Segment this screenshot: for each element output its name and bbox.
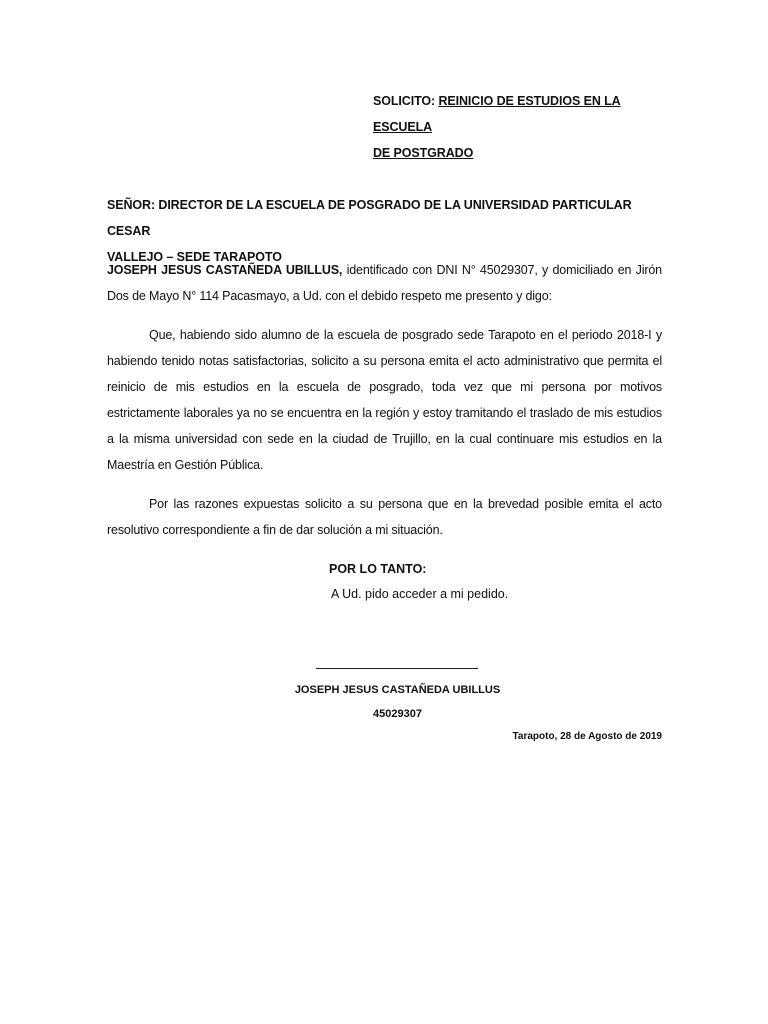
addressee-line-1: SEÑOR: DIRECTOR DE LA ESCUELA DE POSGRADO DE LA UNIVERSIDAD PARTICULAR CESAR bbox=[107, 198, 632, 238]
subject-label: SOLICITO: bbox=[373, 94, 439, 108]
place-and-date: Tarapoto, 28 de Agosto de 2019 bbox=[512, 731, 662, 742]
por-lo-tanto-heading: POR LO TANTO: bbox=[329, 562, 427, 576]
subject-text-2: DE POSTGRADO bbox=[373, 146, 474, 160]
addressee-line-2: VALLEJO – SEDE TARAPOTO bbox=[107, 250, 282, 264]
body-paragraph-1: Que, habiendo sido alumno de la escuela de posgrado sede Tarapoto en el periodo 2018-I y habiendo tenido notas satisfactorias, solicito a su persona emita el acto administrativo que permita el reinicio de mis estudios en la escuela de posgrado, toda vez que mi persona por motivos estrictamente laborales ya no se encuentra en la región y estoy tramitando el traslado de mis estudios a la misma universidad con sede en la ciudad de Trujillo, en la cual continuare mis estudios en la Maestría en Gestión Pública. bbox=[107, 328, 662, 472]
subject-line-1 bbox=[373, 88, 673, 140]
body-paragraph-2: Por las razones expuestas solicito a su persona que en la brevedad posible emita el acto resolutivo correspondiente a fin de dar solución a mi situación. bbox=[107, 497, 662, 537]
subject-text-1: REINICIO DE ESTUDIOS EN LA ESCUELA bbox=[373, 94, 621, 134]
signature-line bbox=[316, 668, 478, 669]
applicant-name: JOSEPH JESUS CASTAÑEDA UBILLUS, bbox=[107, 263, 343, 277]
intro-paragraph bbox=[107, 257, 662, 309]
signer-name: JOSEPH JESUS CASTAÑEDA UBILLUS bbox=[294, 684, 501, 696]
request-closing: A Ud. pido acceder a mi pedido. bbox=[331, 587, 509, 601]
intro-text: identificado con DNI N° 45029307, y domiciliado en Jirón Dos de Mayo N° 114 Pacasmayo, a Ud. con el debido respeto me presento y digo: bbox=[107, 263, 662, 303]
signer-dni: 45029307 bbox=[373, 708, 422, 720]
subject-block bbox=[373, 88, 673, 166]
